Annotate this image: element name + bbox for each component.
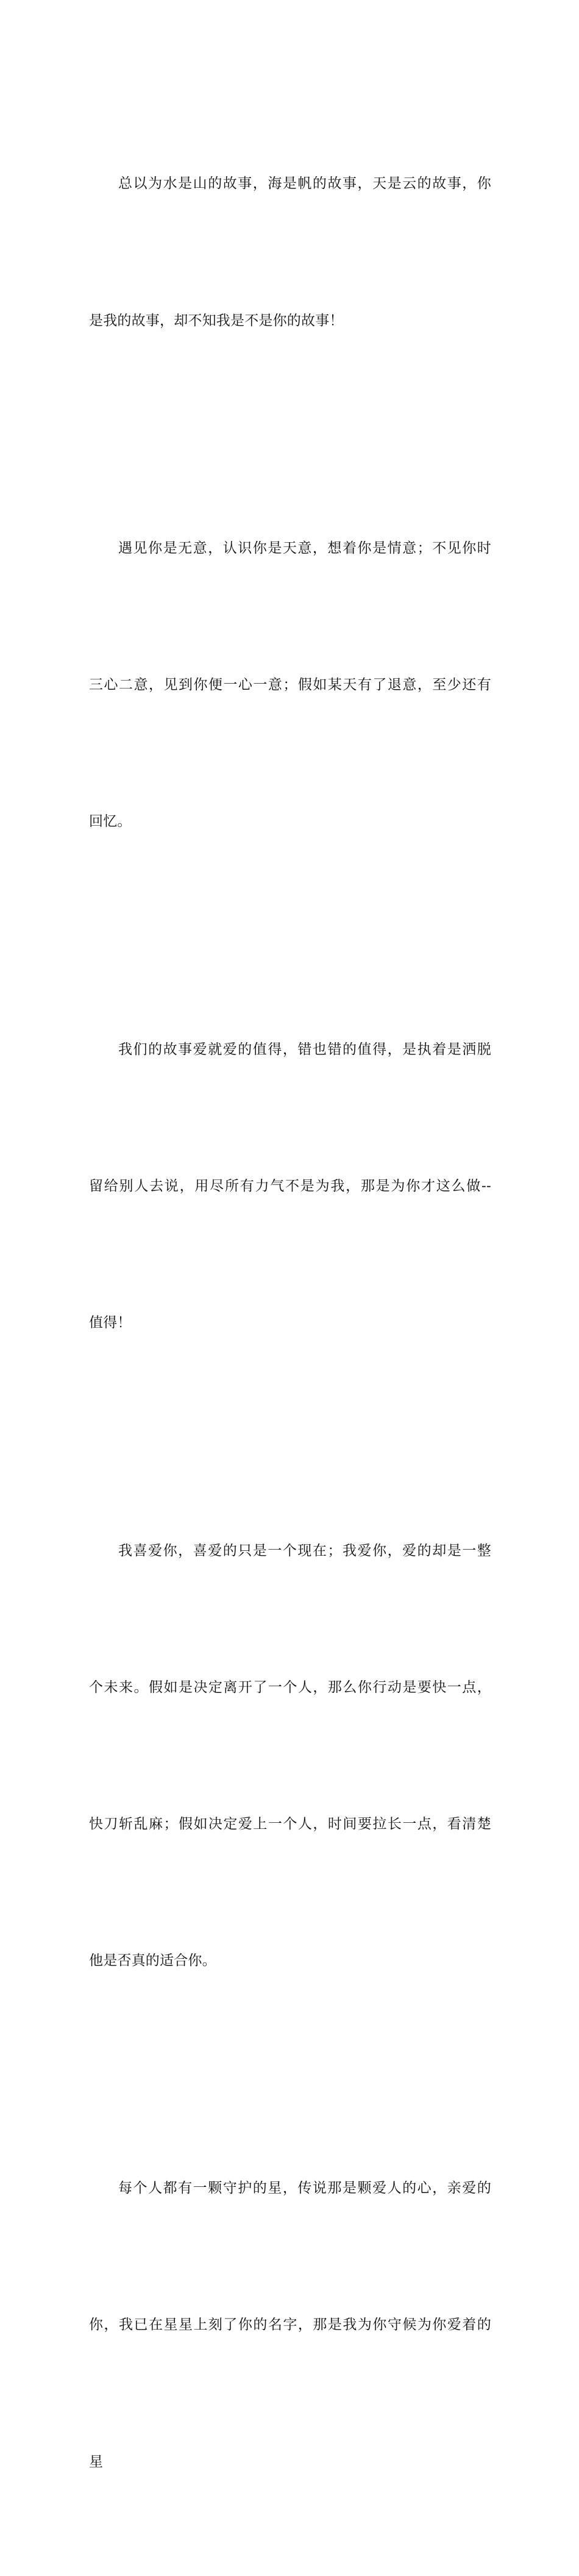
paragraph-3 (89, 936, 491, 1437)
paragraph-line: 星 (89, 2453, 104, 2470)
paragraph-line: 留给别人去说，用尽所有力气不是为我，那是为你才这么做-- (89, 1178, 491, 1194)
paragraph-1 (89, 70, 491, 435)
paragraph-2 (89, 435, 491, 936)
paragraph-5 (89, 2075, 491, 2576)
paragraph-line: 我喜爱你，喜爱的只是一个现在；我爱你，爱的却是一整 (118, 1542, 491, 1559)
paragraph-line: 你，我已在星星上刻了你的名字，那是我为你守候为你爱着的 (89, 2317, 491, 2333)
paragraph-line: 三心二意，见到你便一心一意；假如某天有了退意，至少还有 (89, 677, 491, 693)
paragraph-line: 快刀斩乱麻；假如决定爱上一个人，时间要拉长一点，看清楚 (89, 1816, 491, 1832)
paragraph-4 (89, 1437, 491, 2075)
paragraph-line: 每个人都有一颗守护的星，传说那是颗爱人的心，亲爱的 (118, 2180, 491, 2197)
paragraph-line: 遇见你是无意，认识你是天意，想着你是情意；不见你时 (118, 540, 491, 557)
paragraph-line: 总以为水是山的故事，海是帆的故事，天是云的故事，你 (118, 176, 491, 192)
paragraph-line: 回忆。 (89, 814, 132, 830)
paragraph-line: 值得！ (89, 1314, 132, 1331)
paragraph-line: 他是否真的适合你。 (89, 1952, 216, 1969)
paragraph-line: 我们的故事爱就爱的值得，错也错的值得，是执着是洒脱 (118, 1041, 491, 1057)
document-page (89, 70, 491, 2576)
paragraph-line: 是我的故事，却不知我是不是你的故事！ (89, 312, 344, 329)
paragraph-line: 个未来。假如是决定离开了一个人，那么你行动是要快一点， (89, 1679, 491, 1695)
